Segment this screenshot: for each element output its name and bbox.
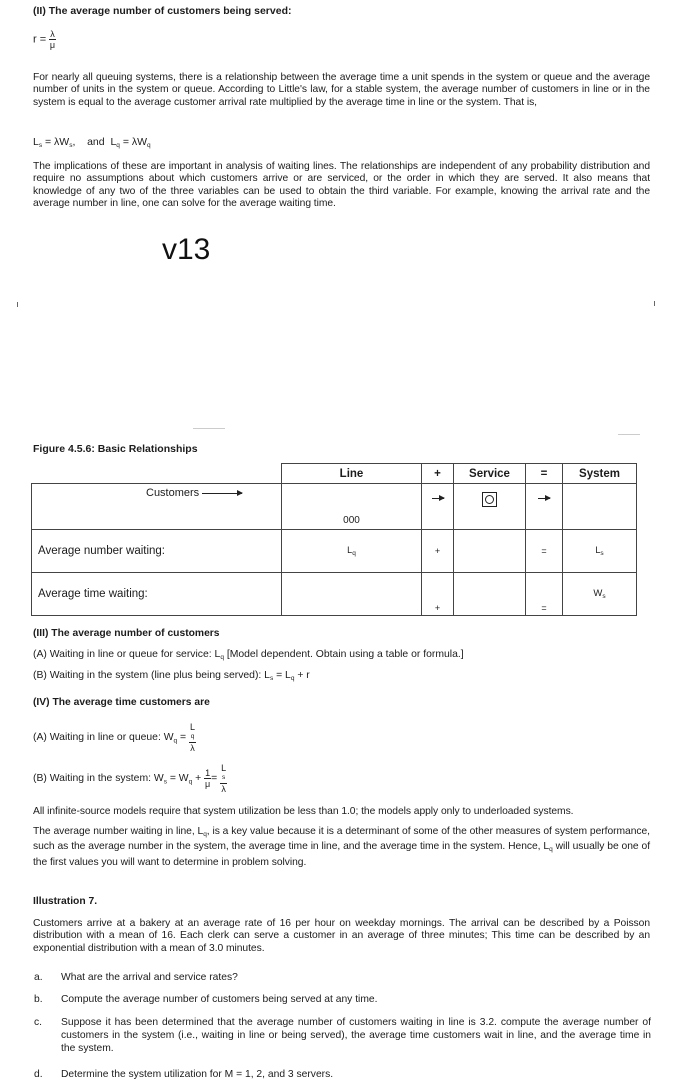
little-b: L	[110, 136, 117, 148]
iv-b-eq2: =	[211, 773, 218, 784]
p4-sub: q	[203, 831, 207, 838]
iv-a-num	[189, 722, 196, 743]
left-edge-mark	[17, 302, 18, 307]
avg-number-system	[563, 530, 637, 573]
little-b-rhs-sub: q	[147, 142, 151, 149]
list-item-text: Determine the system utilization for M = 1, 2, and 3 servers.	[61, 1069, 334, 1080]
iii-b-pre: (B) Waiting in the system (line plus being served): L	[33, 670, 270, 681]
p4-sub2: q	[549, 846, 553, 854]
faint-rule	[193, 428, 225, 429]
iv-b-eq: = W	[166, 773, 189, 784]
avg-number-label: Average number waiting:	[32, 530, 282, 573]
iv-b-num2	[220, 763, 227, 784]
arrow-right-icon	[538, 498, 550, 499]
iv-b-num2-sym: L	[221, 763, 227, 773]
arrow-right-icon	[432, 498, 444, 499]
avg-time-equals: =	[526, 573, 563, 616]
header-equals: =	[526, 464, 563, 484]
little-a-rhs: = λW	[42, 136, 70, 148]
r-denominator: μ	[49, 40, 56, 50]
ls-symbol: L	[595, 545, 601, 555]
r-lhs: r =	[33, 33, 47, 46]
customers-arrow-icon	[202, 493, 242, 494]
avg-time-line	[282, 573, 422, 616]
avg-number-service	[454, 530, 526, 573]
r-formula	[33, 29, 56, 57]
iii-a-sub: q	[220, 654, 224, 661]
table-row-avg-time	[32, 573, 637, 616]
faint-rule-right	[618, 434, 640, 435]
list-item-label: b.	[34, 994, 43, 1005]
p4-post: will usually be one of the first values you will want to determine in problem solving.	[33, 841, 651, 868]
list-item-text: Compute the average number of customers being served at any time.	[61, 994, 378, 1005]
section-iv-a	[33, 722, 196, 753]
iv-b-num1: 1	[205, 768, 211, 778]
iv-b-sub2: q	[188, 778, 193, 786]
header-service: Service	[454, 464, 526, 484]
avg-number-equals: =	[526, 530, 563, 573]
iii-b-sub: s	[269, 675, 274, 682]
little-a-sub: s	[38, 142, 43, 149]
service-cell	[454, 484, 526, 530]
iv-b-den2: λ	[221, 784, 226, 794]
table-row-avg-number	[32, 530, 637, 573]
lq-sub: q	[352, 550, 356, 557]
little-a: L	[33, 136, 39, 148]
queue-cell	[282, 484, 422, 530]
iv-b-fraction-2	[220, 763, 227, 794]
iv-a-num-sym: L	[190, 722, 196, 732]
iii-a-pre: (A) Waiting in line or queue for service: L	[33, 649, 221, 660]
figure-caption: Figure 4.5.6: Basic Relationships	[33, 443, 198, 455]
version-label: v13	[162, 233, 211, 266]
section-iii-a	[33, 648, 464, 664]
basic-relationships-table	[31, 463, 637, 616]
section-iii-b	[33, 669, 310, 685]
iv-b-sub: s	[163, 778, 167, 786]
iv-b-plus: +	[192, 773, 202, 784]
avg-number-plus: +	[422, 530, 454, 573]
system-cell	[563, 484, 637, 530]
iv-a-pre: (A) Waiting in line or queue: W	[33, 732, 174, 743]
iv-b-num2-sub: s	[221, 774, 226, 781]
avg-time-service	[454, 573, 526, 616]
r-numerator: λ	[50, 29, 55, 39]
avg-time-label: Average time waiting:	[32, 573, 282, 616]
header-system: System	[563, 464, 637, 484]
section-iii-heading: (III) The average number of customers	[33, 628, 220, 639]
iii-b-sub2: q	[290, 675, 295, 682]
little-b-rhs: = λW	[119, 136, 148, 148]
ws-sub: s	[602, 593, 606, 600]
queue-glyph: 000	[343, 515, 360, 526]
illustration-body: Customers arrive at a bakery at an average rate of 16 per hour on weekday mornings. The arrival can be described by a Poisson distribution with a mean of 16. Each clerk can serve a customer in an average of three minutes; This time can be described by an exponential distribution with a mean of 3.0 minutes.	[33, 918, 650, 954]
table-row-customers	[32, 484, 637, 530]
little-a-rhs-sub: s	[69, 142, 73, 149]
section-iv-b	[33, 763, 227, 794]
avg-time-plus: +	[422, 573, 454, 616]
list-item-text: What are the arrival and service rates?	[61, 972, 238, 983]
server-icon	[482, 492, 497, 507]
lq-symbol: L	[347, 545, 353, 555]
table-header-row	[32, 464, 637, 484]
little-law-formula	[33, 136, 151, 149]
little-sep: , and	[72, 136, 111, 148]
little-b-sub: q	[116, 142, 120, 149]
arrow-cell-1	[422, 484, 454, 530]
p4-mid: , is a key value because it is a determinant of some of the other measures of system performance, such as the average number in the system, the average time in line, and the average time in the system. Hence, L	[33, 826, 650, 853]
header-line: Line	[282, 464, 422, 484]
header-empty	[32, 464, 282, 484]
ws-symbol: W	[593, 588, 603, 599]
avg-time-system	[563, 573, 637, 616]
iv-a-sub: q	[173, 737, 178, 745]
iv-a-den: λ	[190, 743, 195, 753]
arrow-cell-2	[526, 484, 563, 530]
section-iv-heading: (IV) The average time customers are	[33, 697, 210, 708]
iv-b-pre: (B) Waiting in the system: W	[33, 773, 164, 784]
iii-b-post: + r	[294, 670, 310, 681]
iv-a-eq: =	[177, 732, 187, 743]
iii-b-mid: = L	[273, 670, 291, 681]
section-ii-heading: (II) The average number of customers being served:	[33, 5, 292, 17]
little-law-paragraph: For nearly all queuing systems, there is a relationship between the average time a unit spends in the system or queue and the average number of units in the system or queue. According to Little's law, for a stable system, the average number of customers in line or in the system is equal to the average customer arrival rate multiplied by the average time in line or the system. That is,	[33, 72, 650, 108]
implications-paragraph: The implications of these are important in analysis of waiting lines. The relationships are independent of any probability distribution and require no assumptions about which customers arrive or are serviced, or the order in which they are served. It also means that knowledge of any two of the three variables can be used to obtain the third variable. For example, knowing the arrival rate and the average number in line, one can solve for the average waiting time.	[33, 161, 650, 210]
iv-a-fraction	[189, 722, 196, 753]
ls-sub: s	[600, 550, 604, 557]
lq-key-value-paragraph	[33, 826, 650, 869]
illustration-heading: Illustration 7.	[33, 896, 98, 907]
iii-a-post: [Model dependent. Obtain using a table or formula.]	[223, 649, 464, 660]
iv-a-num-sub: q	[190, 733, 195, 740]
r-fraction	[49, 29, 56, 50]
customers-label: Customers	[146, 487, 200, 499]
customers-cell	[32, 484, 282, 530]
list-item-text: Suppose it has been determined that the average number of customers waiting in line is 3.2. compute the average number of customers in the system (i.e., waiting in line or being served), the average time customers wait in line, and the average time in the system.	[61, 1017, 651, 1054]
avg-number-line	[282, 530, 422, 573]
list-item-label: a.	[34, 972, 43, 983]
utilization-paragraph: All infinite-source models require that system utilization be less than 1.0; the models apply only to underloaded systems.	[33, 806, 574, 817]
list-item-label: d.	[34, 1069, 43, 1080]
iv-b-den1: μ	[204, 779, 211, 789]
p4-pre: The average number waiting in line, L	[33, 826, 204, 837]
header-plus: +	[422, 464, 454, 484]
right-edge-mark	[654, 301, 655, 306]
list-item-label: c.	[34, 1017, 43, 1028]
